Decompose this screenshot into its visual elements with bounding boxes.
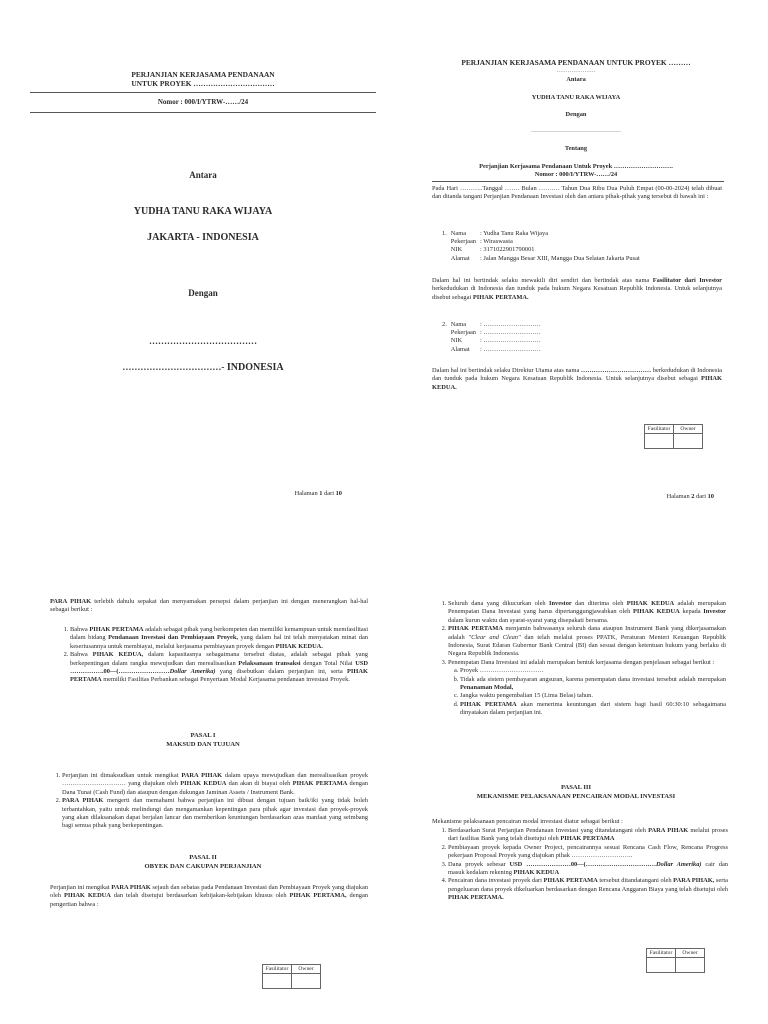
page3-pihak-kedua: PIHAK KEDUA, <box>92 651 144 659</box>
page4-text: dan telah melalui proses PPATK, Peraturan Menteri Keuangan Republik Indonesia, Surat Edaran Gubernur Bank Central (BI) dan sesuai dengan ketentuan hukum yang berlaku di Negara Republik Indonesia. <box>448 633 726 658</box>
page4-subitem-a: a. Proyek ………………………… <box>460 667 726 675</box>
page2-party1-num: 1. <box>442 230 447 237</box>
page2-tentang: Tentang <box>564 145 588 152</box>
page3-intro-parties: PARA PIHAK <box>50 598 92 605</box>
page4-text: dalam kurun waktu dan syarat-syarat yang disepakati bersama. <box>448 616 609 624</box>
page2-p2-company: …………………………… <box>580 367 652 374</box>
page3-premise-1 <box>70 626 368 651</box>
page2-dots-top: ………………… <box>556 68 596 74</box>
page3-premise-list <box>58 626 368 685</box>
page2-party2-statement <box>432 367 722 392</box>
page1-dengan: Dengan <box>188 288 218 298</box>
page3-text: dan akan di biayai oleh <box>226 780 293 788</box>
page4-pihak-kedua: PIHAK KEDUA <box>626 600 675 607</box>
page2-party2-value: : ……………………… <box>480 329 541 337</box>
page1-nomor: Nomor : 000/I/YTRW-……/24 <box>157 98 249 106</box>
page4-text: Tidak ada sistem pembayaran angsuran, karena penempatan dana investasi tersebut adalah merupakan <box>460 675 726 683</box>
page4-sig-owner-area <box>676 958 705 973</box>
page3-text: adalah sebagai pihak yang berkompeten dan memiliki kemampuan untuk memfasilitasi dalam bidang <box>70 626 368 642</box>
page2-signature-box <box>644 424 703 449</box>
page1-footer-total: 10 <box>335 490 342 497</box>
page4-pihak-pertama: PIHAK PERTAMA. <box>448 894 504 902</box>
page4-subitem-d <box>460 701 726 718</box>
page4-mech-1 <box>448 827 728 844</box>
page2-party1-key: Pekerjaan <box>450 238 476 246</box>
page4-text: akan menerima keuntungan dari sistem bagi hasil 60:30:10 sebagaimana dinyatakan dalam perjanjian ini. <box>460 700 727 717</box>
page4-pihak-pertama: PIHAK PERTAMA <box>460 700 517 708</box>
page4-sig-fasilitator-area <box>647 958 676 973</box>
page2-party2-key: Pekerjaan <box>450 329 476 337</box>
page4-pihak-pertama: PIHAK PERTAMA <box>543 877 598 885</box>
page4-pasal3-title: PASAL III <box>560 784 592 791</box>
page4-text: Pencairan dana investasi proyek dari <box>448 877 544 885</box>
page4-pihak-kedua: PIHAK KEDUA <box>513 869 560 877</box>
page2-sig-fasilitator-area <box>645 434 674 449</box>
page4-mechanism-ol <box>436 827 728 903</box>
page3-currency: Dollar Amerika) <box>169 668 216 676</box>
page2-p2-text2: berkedudukan di Indonesia dan tunduk pada hukum Negara Kesatuan Republik Indonesia. Untuk selanjutnya disebut sebagai <box>432 367 722 383</box>
page4-mech-2: 2. Pembiayaan proyek kepada Owner Project, pencairannya sesuai Rencana Cash Flow, Rencana Progress pekerjaan Proposal Proyek yang diajukan pihak ……………………….. <box>448 844 728 861</box>
page1-title-line1: PERJANJIAN KERJASAMA PENDANAAN <box>131 70 275 79</box>
page4-mech-3 <box>448 861 728 878</box>
page4-list-top <box>436 600 726 718</box>
page3-text: dan telah disetujui berdasarkan kebijakan-kebijakan khusus oleh <box>110 892 290 900</box>
page3-pasal1-item-2 <box>62 797 368 831</box>
page3-pasal1-title: PASAL I <box>190 732 216 739</box>
page3-text: mengerti dan memahami bahwa perjanjian ini dibuat dengan tujuan baik/iki yang tidak boleh terbantahkan, yaitu untuk melindungi dan mengamankan kepentingan para pihak agar investasi dan proyek-proyek yang akan dilaksanakan dapat berjalan lancar dan memberikan keuntungan berdasarkan azas manfaat yang seimbang bagi semua pihak yang berkepentingan. <box>62 797 368 830</box>
page4-text: menjamin bahwasanya seluruh dana ataupun Instrument Bank yang dikerjasamakan adalah <box>448 625 726 641</box>
page3-para-pihak: PARA PIHAK <box>111 884 151 891</box>
page2-party1-table <box>440 230 642 263</box>
page4-text: melalui proses dari fasilitas Bank yang telah disetujui oleh <box>448 827 729 843</box>
page2-dots-mid: ……………………………………… <box>531 128 621 134</box>
page2-footer-prefix: Halaman <box>666 493 692 500</box>
page2-footer <box>667 493 714 500</box>
page4-pihak-pertama: PIHAK PERTAMA <box>448 625 503 633</box>
page4-para-pihak: PARA PIHAK, <box>673 877 715 885</box>
page1-divider-top <box>30 92 376 93</box>
page2-footer-suffix: dari <box>694 493 708 500</box>
page2-sig-fasilitator-label: Fasilitator <box>645 425 674 434</box>
page1-antara: Antara <box>189 170 217 180</box>
page1-blank-location-country: INDONESIA <box>224 362 284 373</box>
page3-pasal1-list <box>50 772 368 831</box>
page2-footer-num: 2 <box>691 493 695 500</box>
page1-divider-bottom <box>30 112 376 113</box>
page1-location: JAKARTA - INDONESIA <box>147 232 259 243</box>
page1-blank-party: ……………………………… <box>149 336 257 346</box>
page3-pasal2-intro <box>50 884 368 909</box>
page3-pasal1-item-1 <box>62 772 368 797</box>
page4-text: serta pengeluaran dana proyek dikeluarkan berdasarkan dengan Rencana Anggaran Biaya yang telah disetujui oleh <box>448 877 728 893</box>
page4-text: adalah merupakan Penempatan Dana Investasi yang harus dipertanggungjawabkan oleh <box>448 600 726 616</box>
page3-text: dalam upaya mewujudkan dan merealisasikan proyek ………………………… yang diajukan oleh <box>62 772 369 788</box>
page3-transaksi: Pelaksanaan transaksi <box>238 659 301 667</box>
page3-pihak-kedua: PIHAK KEDUA. <box>275 642 323 650</box>
page-1 <box>22 28 384 512</box>
page1-title-line2: UNTUK PROYEK …………………………… <box>131 79 275 88</box>
page3-sig-owner-label: Owner <box>292 965 321 974</box>
page4-mechanism-list <box>436 827 728 903</box>
page3-amount: USD …………….00—(…………………… <box>70 659 368 676</box>
page2-party1-key: Alamat <box>450 254 470 262</box>
page3-pasal1-ol <box>50 772 368 831</box>
page3-field: Pendanaan Investasi dan Pembiayaan Proyek, <box>108 634 238 642</box>
page2-party2-num: 2. <box>442 321 447 328</box>
page2-party-name: YUDHA TANU RAKA WIJAYA <box>531 94 621 101</box>
page4-investor: Investor <box>549 600 572 607</box>
page2-party1-key: Nama <box>450 230 467 237</box>
page1-footer <box>295 490 342 497</box>
page3-text: memiliki Fasilitas Perbankan sebagai Penyertaan Modal Kerjasama pendanaan investasi Proyek. <box>101 676 350 684</box>
page3-text: dengan pengertian bahwa : <box>50 892 368 908</box>
page3-text: yang disebutkan dalam perjanjian ini, serta <box>215 668 348 676</box>
page2-party1-value: : 3171022901790001 <box>480 246 535 254</box>
page4-mechanism-intro: Mekanisme pelaksanaan pencairan modal investasi diatur sebagai berikut : <box>432 818 623 825</box>
page4-sig-fasilitator-label: Fasilitator <box>647 949 676 958</box>
page4-subitem-c: c. Jangka waktu pengembalian 15 (Lima Belas) tahun. <box>460 692 726 700</box>
page-4 <box>396 560 756 1014</box>
page3-sig-fasilitator-area <box>263 974 292 989</box>
page4-clear-clean: "Clear and Clean" <box>468 633 521 641</box>
page3-premise-ol <box>58 626 368 685</box>
page4-subitem-b <box>460 676 726 693</box>
page2-party2-value: : ……………………… <box>480 345 541 353</box>
page2-p2-designation: PIHAK KEDUA. <box>432 375 722 391</box>
page2-party1-value: : Jalan Mangga Besar XIII, Mangga Dua Selatan Jakarta Pusat <box>480 254 640 262</box>
page2-dengan: Dengan <box>565 111 587 118</box>
page4-sig-owner-label: Owner <box>676 949 705 958</box>
page2-divider <box>432 181 724 182</box>
page3-pasal1-subtitle: MAKSUD DAN TUJUAN <box>166 741 240 748</box>
page2-antara: Antara <box>566 76 586 83</box>
page4-text: cair dan masuk kedalam rekening <box>448 860 728 877</box>
page3-pihak-pertama: PIHAK PERTAMA <box>89 626 144 633</box>
page3-sig-owner-area <box>292 974 321 989</box>
page4-item-2 <box>448 625 726 659</box>
page4-text: Berdasarkan Surat Perjanjian Pendanaan Investasi yang ditandatangani oleh <box>448 827 649 834</box>
page4-pihak-pertama: PIHAK PERTAMA <box>560 835 615 843</box>
page3-text: sejauh dan sebatas pada Pendanaan Investasi dan Pembiayaan Proyek yang diajukan oleh <box>50 884 368 900</box>
page1-footer-num: 1 <box>319 490 323 497</box>
page4-text: Dana proyek sebesar <box>448 860 510 868</box>
page4-item-3 <box>448 659 726 718</box>
page1-footer-prefix: Halaman <box>294 490 320 497</box>
page-3 <box>22 560 384 1014</box>
page4-text: kepada <box>679 608 704 616</box>
page4-text: Seluruh dana yang dikucurkan oleh <box>448 600 549 607</box>
page3-premise-2 <box>70 651 368 685</box>
page2-p2-text: Dalam hal ini bertindak selaku Direktur Utama atas nama <box>432 367 581 374</box>
page4-currency: Dollar Amerika) <box>656 860 702 868</box>
page4-penanaman-modal: Penanaman Modal, <box>460 684 514 692</box>
page2-party2-key: Nama <box>450 321 467 328</box>
page2-p1-text2: berkedudukan di Indonesia dan tunduk pada hukum Negara Kesatuan Republik Indonesia. Untuk selanjutnya disebut sebagai <box>432 285 722 301</box>
page4-text: dan diterima oleh <box>571 600 627 607</box>
page3-pihak-pertama: PIHAK PERTAMA <box>70 668 368 684</box>
page3-signature-box <box>262 964 321 989</box>
page3-text: Perjanjian ini mengikat <box>50 884 112 891</box>
page4-para-pihak: PARA PIHAK <box>648 827 689 834</box>
page3-intro-text: terlebih dahulu sepakat dan menyamakan persepsi dalam perjanjian ini dengan menerangkan hal-hal sebagai berikut : <box>50 598 368 614</box>
page3-para-pihak: PARA PIHAK <box>181 772 223 779</box>
page2-p1-role: Fasilitator dari Investor <box>652 277 722 284</box>
page3-pihak-pertama: PIHAK PERTAMA, <box>289 892 347 900</box>
page2-title: PERJANJIAN KERJASAMA PENDANAAN UNTUK PROYEK ……… <box>461 58 691 67</box>
page1-party-name: YUDHA TANU RAKA WIJAYA <box>133 206 273 217</box>
page3-text: yang dalam hal ini telah menyatakan minat dan keseriusannya untuk membiayai, melalui kerjasama pembiayaan proyek dengan <box>70 634 368 650</box>
page2-party2-key: Alamat <box>450 345 470 353</box>
page4-pasal3-subtitle: MEKANISME PELAKSANAAN PENCAIRAN MODAL INVESTASI <box>476 793 676 800</box>
page3-intro <box>50 598 368 615</box>
page3-para-pihak: PARA PIHAK <box>62 797 104 805</box>
page-2 <box>396 28 756 512</box>
page3-text: Bahwa <box>70 651 93 659</box>
page2-party1-value: : Yudha Tanu Raka Wijaya <box>480 230 549 237</box>
page3-pihak-kedua: PIHAK KEDUA <box>180 780 227 788</box>
page3-text: Bahwa <box>70 626 90 633</box>
page4-list-top-ol <box>436 600 726 718</box>
page2-sig-owner-label: Owner <box>674 425 703 434</box>
page4-investor: Investor <box>703 608 727 616</box>
page2-p1-text: Dalam hal ini bertindak selaku mewakili diri sendiri dan bertindak atas nama <box>432 277 653 284</box>
page4-mech-4 <box>448 877 728 902</box>
page4-signature-box <box>646 948 705 973</box>
page4-amount: USD …………………00—(…………………………… <box>509 860 657 868</box>
page1-blank-location-dots: ……………………………- <box>122 362 225 372</box>
page4-text: tersebut ditandatangani oleh <box>597 877 674 885</box>
page3-text: dalam kapasitasnya sebagaimana tersebut diatas, adalah sebagai pihak yang berkepentingan dalam rangka mewujudkan dan merealisasikan <box>70 651 368 667</box>
page3-pasal2-title: PASAL II <box>189 854 217 861</box>
page4-item-1 <box>448 600 726 625</box>
page2-p1-designation: PIHAK PERTAMA. <box>472 293 529 301</box>
page2-party2-value: : ……………………… <box>480 321 541 328</box>
page2-party1-statement <box>432 277 722 302</box>
page3-pihak-kedua: PIHAK KEDUA <box>63 892 111 900</box>
page2-subtitle: Perjanjian Kerjasama Pendanaan Untuk Proyek ………………………. <box>479 163 673 170</box>
page2-party2-table <box>440 321 543 354</box>
page2-party1-value: : Wiraswasta <box>480 238 513 246</box>
page4-pihak-kedua: PIHAK KEDUA <box>633 608 680 616</box>
page3-pasal2-subtitle: OBYEK DAN CAKUPAN PERJANJIAN <box>144 863 262 870</box>
page2-party2-key: NIK <box>450 337 463 345</box>
page1-footer-suffix: dari <box>322 490 336 497</box>
page3-text: Perjanjian ini dimaksudkan untuk mengikat <box>62 772 182 779</box>
page1-blank-location <box>22 362 384 373</box>
page2-sig-owner-area <box>674 434 703 449</box>
page2-party2-value: : ……………………… <box>480 337 541 345</box>
page2-party1-key: NIK <box>450 246 463 254</box>
page2-intro: Pada Hari ………..Tanggal ……. Bulan ………. Tahun Dua Ribu Dua Puluh Empat (00-00-2024) telah dibuat dan ditanda tangani Perjanjian Pendanaan Investasi oleh dan antara pihak-pihak yang tersebut di bawah ini : <box>432 185 722 201</box>
page4-sublist <box>448 667 726 717</box>
page2-footer-total: 10 <box>707 493 714 500</box>
page3-sig-fasilitator-label: Fasilitator <box>263 965 292 974</box>
page3-pihak-pertama: PIHAK PERTAMA <box>292 780 348 788</box>
page4-text: Penempatan Dana Investasi ini adalah merupakan bentuk kerjasama dengan penjelasan sebagai berikut : <box>448 658 715 666</box>
page3-text: dengan Dana Tunai (Cash Fund) dan ataupun dengan dukungan Jaminan Assets / Instrument Bank. <box>62 780 369 796</box>
page3-text: dengan Total Nilai <box>300 659 356 667</box>
page2-nomor: Nomor : 000/I/YTRW-……/24 <box>534 171 618 178</box>
